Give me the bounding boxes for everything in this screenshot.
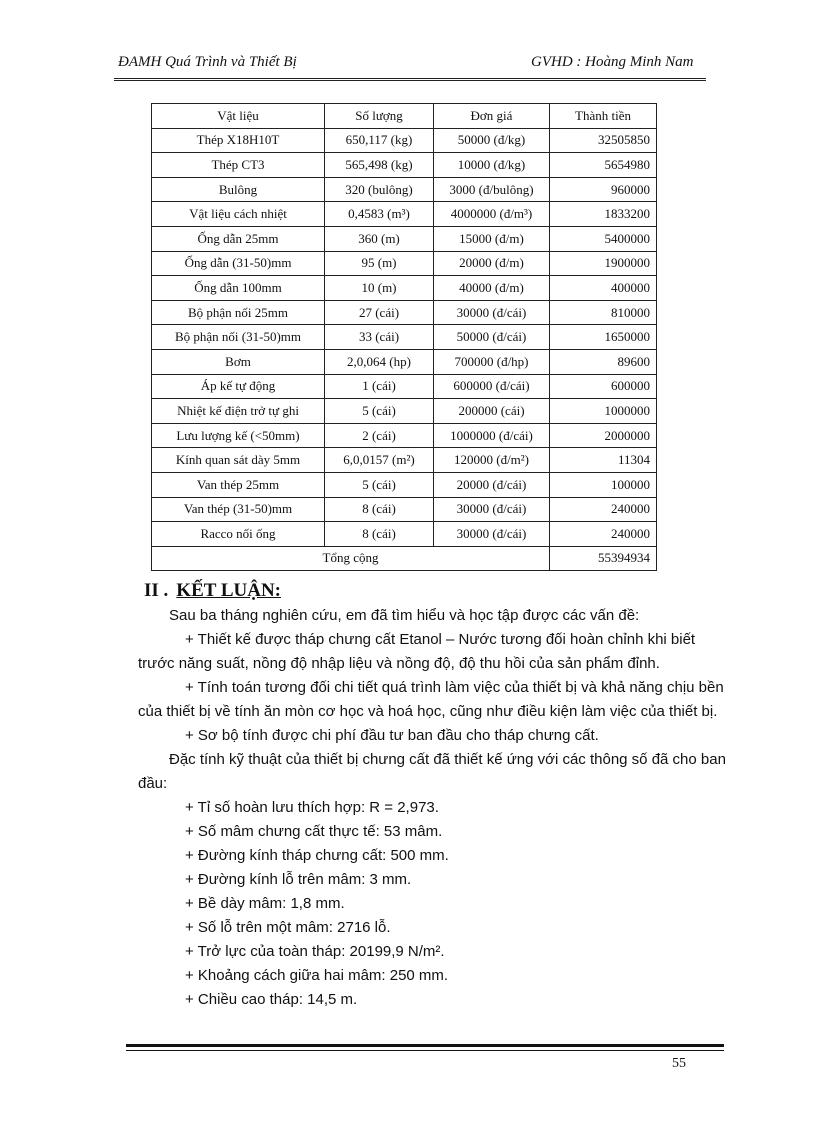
table-cell: 120000 (đ/m²) — [434, 448, 550, 473]
table-cell: Nhiệt kế điện trở tự ghi — [152, 399, 325, 424]
total-label: Tổng cộng — [152, 546, 550, 571]
table-cell: 2,0,064 (hp) — [325, 349, 434, 374]
total-value: 55394934 — [550, 546, 657, 571]
footer-rule-thin — [126, 1050, 724, 1051]
header-advisor: GVHD : Hoàng Minh Nam — [531, 54, 694, 70]
section-heading — [144, 580, 281, 602]
table-cell: 1000000 — [550, 399, 657, 424]
spec-item: + Bề dày mâm: 1,8 mm. — [185, 895, 345, 912]
table-cell: 200000 (cái) — [434, 399, 550, 424]
table-cell: Racco nối ống — [152, 522, 325, 547]
table-cell: 32505850 — [550, 128, 657, 153]
table-cell: 0,4583 (m³) — [325, 202, 434, 227]
table-row — [152, 153, 657, 178]
table-cell: Lưu lượng kế (<50mm) — [152, 423, 325, 448]
table-cell: 40000 (đ/m) — [434, 276, 550, 301]
table-cell: 2 (cái) — [325, 423, 434, 448]
paragraph-design: + Thiết kế được tháp chưng cất Etanol – Nước tương đối hoàn chỉnh khi biết trước năng suất, nồng độ nhập liệu và nồng độ, độ thu hồi của sản phẩm đỉnh. — [138, 631, 696, 672]
table-cell: 240000 — [550, 522, 657, 547]
table-cell: Bộ phận nối (31-50)mm — [152, 325, 325, 350]
table-row — [152, 251, 657, 276]
header-rule — [114, 78, 706, 79]
table-cell: Ống dẫn 100mm — [152, 276, 325, 301]
table-cell: Van thép 25mm — [152, 472, 325, 497]
table-row — [152, 472, 657, 497]
table-cell: Thép CT3 — [152, 153, 325, 178]
table-cell: 89600 — [550, 349, 657, 374]
table-row — [152, 399, 657, 424]
table-cell: 4000000 (đ/m³) — [434, 202, 550, 227]
table-cell: 15000 (đ/m) — [434, 226, 550, 251]
table-cell: 400000 — [550, 276, 657, 301]
table-row — [152, 448, 657, 473]
table-cell: 20000 (đ/cái) — [434, 472, 550, 497]
table-cell: 30000 (đ/cái) — [434, 300, 550, 325]
table-cell: 1 (cái) — [325, 374, 434, 399]
spec-item: + Trở lực của toàn tháp: 20199,9 N/m². — [185, 943, 445, 960]
table-header-cell: Số lượng — [325, 104, 434, 129]
conclusion-body — [138, 604, 728, 1012]
table-cell: 6,0,0157 (m²) — [325, 448, 434, 473]
table-cell: 810000 — [550, 300, 657, 325]
table-cell: 1000000 (đ/cái) — [434, 423, 550, 448]
table-cell: Ống dẫn 25mm — [152, 226, 325, 251]
table-row — [152, 497, 657, 522]
table-cell: 11304 — [550, 448, 657, 473]
table-row — [152, 202, 657, 227]
specs-list — [138, 796, 728, 1012]
table-cell: 3000 (đ/bulông) — [434, 177, 550, 202]
table-row — [152, 177, 657, 202]
table-row — [152, 374, 657, 399]
table-cell: 5 (cái) — [325, 399, 434, 424]
table-cell: 100000 — [550, 472, 657, 497]
table-cell: 33 (cái) — [325, 325, 434, 350]
table-cell: Van thép (31-50)mm — [152, 497, 325, 522]
table-cell: 5654980 — [550, 153, 657, 178]
table-cell: 600000 — [550, 374, 657, 399]
table-cell: Ống dẫn (31-50)mm — [152, 251, 325, 276]
header-course-title: ĐAMH Quá Trình và Thiết Bị — [118, 54, 297, 70]
table-cell: 30000 (đ/cái) — [434, 522, 550, 547]
table-cell: 50000 (đ/cái) — [434, 325, 550, 350]
table-cell: Bulông — [152, 177, 325, 202]
table-cell: Áp kế tự động — [152, 374, 325, 399]
table-cell: Bộ phận nối 25mm — [152, 300, 325, 325]
paragraph-calculation: + Tính toán tương đối chi tiết quá trình làm việc của thiết bị và khả năng chịu bền của thiết bị về tính ăn mòn cơ học và hoá học, cũng như điều kiện làm việc của thiết bị. — [138, 679, 724, 720]
table-cell: 700000 (đ/hp) — [434, 349, 550, 374]
cost-table — [151, 103, 657, 571]
table-header-cell: Thành tiền — [550, 104, 657, 129]
table-cell: Bơm — [152, 349, 325, 374]
table-cell: 10000 (đ/kg) — [434, 153, 550, 178]
table-cell: 320 (bulông) — [325, 177, 434, 202]
spec-item: + Đường kính lỗ trên mâm: 3 mm. — [185, 871, 412, 888]
table-cell: 2000000 — [550, 423, 657, 448]
header-rule-secondary — [114, 80, 706, 81]
table-row — [152, 128, 657, 153]
table-row — [152, 276, 657, 301]
spec-item: + Tỉ số hoàn lưu thích hợp: R = 2,973. — [185, 799, 439, 816]
table-header-cell: Vật liệu — [152, 104, 325, 129]
table-cell: 650,117 (kg) — [325, 128, 434, 153]
spec-item: + Số lỗ trên một mâm: 2716 lỗ. — [185, 919, 391, 936]
section-title: KẾT LUẬN: — [176, 580, 281, 601]
table-cell: 240000 — [550, 497, 657, 522]
paragraph-cost: + Sơ bộ tính được chi phí đầu tư ban đầu cho tháp chưng cất. — [185, 727, 599, 744]
table-row — [152, 226, 657, 251]
table-cell: 8 (cái) — [325, 497, 434, 522]
table-header-row — [152, 104, 657, 129]
table-cell: 1833200 — [550, 202, 657, 227]
table-cell: 20000 (đ/m) — [434, 251, 550, 276]
table-cell: 565,498 (kg) — [325, 153, 434, 178]
spec-item: + Đường kính tháp chưng cất: 500 mm. — [185, 847, 449, 864]
table-cell: 1900000 — [550, 251, 657, 276]
table-cell: 50000 (đ/kg) — [434, 128, 550, 153]
table-cell: 600000 (đ/cái) — [434, 374, 550, 399]
table-cell: Vật liệu cách nhiệt — [152, 202, 325, 227]
table-header-cell: Đơn giá — [434, 104, 550, 129]
table-cell: 10 (m) — [325, 276, 434, 301]
table-cell: 5 (cái) — [325, 472, 434, 497]
table-row — [152, 325, 657, 350]
intro-paragraph: Sau ba tháng nghiên cứu, em đã tìm hiểu và học tập được các vấn đề: — [169, 607, 640, 624]
spec-item: + Chiều cao tháp: 14,5 m. — [185, 991, 358, 1008]
table-row — [152, 349, 657, 374]
spec-item: + Số mâm chưng cất thực tế: 53 mâm. — [185, 823, 443, 840]
table-row — [152, 300, 657, 325]
table-cell: 960000 — [550, 177, 657, 202]
table-cell: 27 (cái) — [325, 300, 434, 325]
table-cell: Kính quan sát dày 5mm — [152, 448, 325, 473]
table-cell: 5400000 — [550, 226, 657, 251]
table-row — [152, 522, 657, 547]
specs-intro-paragraph: Đặc tính kỹ thuật của thiết bị chưng cất đã thiết kế ứng với các thông số đã cho ban đầu: — [138, 751, 726, 792]
page-number: 55 — [672, 1056, 686, 1071]
spec-item: + Khoảng cách giữa hai mâm: 250 mm. — [185, 967, 449, 984]
table-cell: Thép X18H10T — [152, 128, 325, 153]
table-cell: 95 (m) — [325, 251, 434, 276]
table-cell: 8 (cái) — [325, 522, 434, 547]
section-number: II . — [144, 580, 169, 601]
table-row — [152, 423, 657, 448]
table-cell: 360 (m) — [325, 226, 434, 251]
table-cell: 30000 (đ/cái) — [434, 497, 550, 522]
table-cell: 1650000 — [550, 325, 657, 350]
table-total-row — [152, 546, 657, 571]
footer-rule-thick — [126, 1044, 724, 1047]
